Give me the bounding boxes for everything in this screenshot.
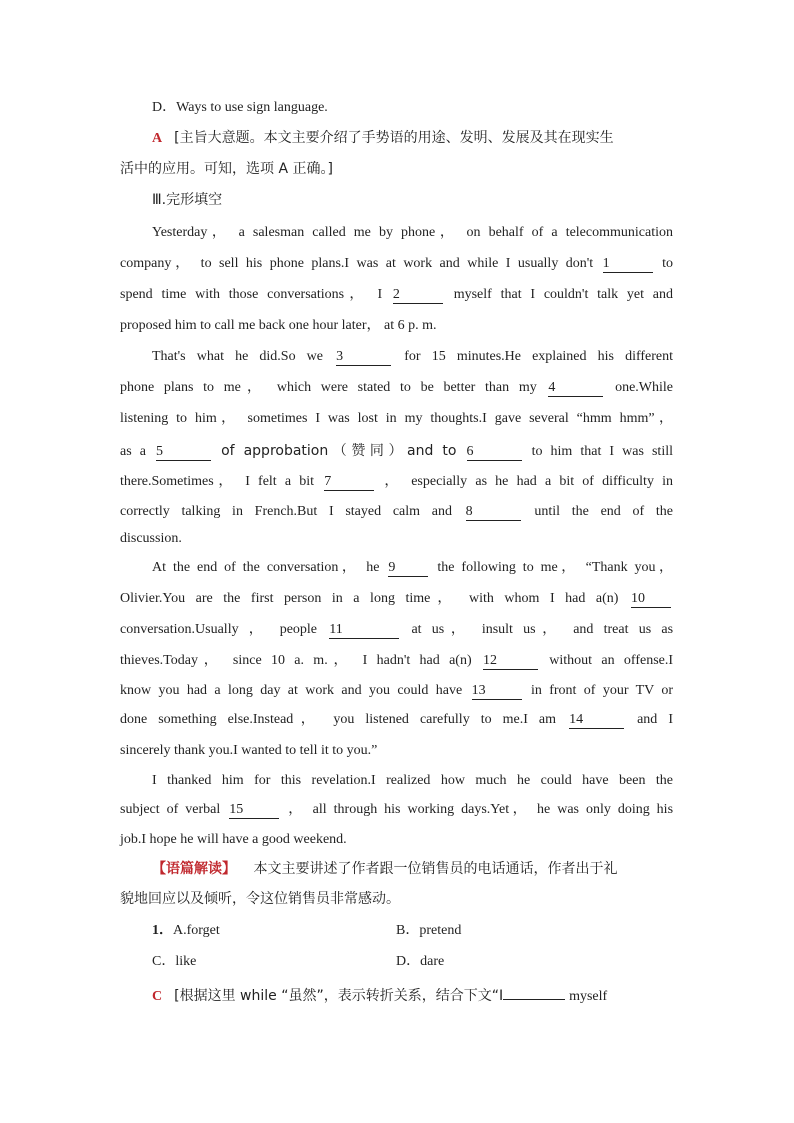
p1-line2 [120,255,673,273]
answer-c-text-a: [根据这里 while “虽然”，表示转折关系，结合下文“I [174,988,504,1004]
answer-letter-a: A [152,131,163,146]
answer-a-explanation-1: [主旨大意题。本文主要介绍了手势语的用途、发明、发展及其在现实生 [174,130,614,146]
blank-11: 11 [329,622,399,639]
blank-7: 7 [324,474,374,491]
blank-13: 13 [472,683,522,700]
p3-l2-text-a: Olivier.You are the first person in a long time， with whom I had a(n) [120,591,619,606]
p3-l5-text-b: in front of your TV or [530,683,674,698]
p1-l3-text-b: myself that I couldn't talk yet and [453,287,674,302]
analysis-text-1: 本文主要讲述了作者跟一位销售员的电话通话，作者出于礼 [253,861,618,877]
blank-12: 12 [483,653,538,670]
blank-10: 10 [631,591,671,608]
blank-8: 8 [466,504,521,521]
p3-l3-text-a: conversation.Usually ， people [120,622,318,637]
blank-6: 6 [467,444,522,461]
analysis-line1 [152,860,673,879]
p3-l4-text-a: thieves.Today， since 10 a. m.， I hadn't had a(n) [120,653,472,668]
p3-line2 [120,590,673,608]
section-title [152,191,705,210]
option-a-text: A.forget [173,923,220,938]
p3-line3 [120,621,673,639]
p3-l6-text-b: and I [637,712,673,727]
p2-l1-text-a: That's what he did.So we [152,349,324,364]
p2-line6 [120,503,673,521]
p4-l2-text-a: subject of verbal [120,802,221,817]
p4-line2 [120,801,673,819]
answer-c-text-b: myself [569,989,608,1004]
p1-l2-text-a: company， to sell his phone plans.I was at work and while I usually don't [120,256,594,271]
p3-line5 [120,682,673,700]
section-title-text: Ⅲ.完形填空 [152,192,223,208]
question-1-option-b: B．pretend [396,923,462,938]
answer-a-line2 [120,160,673,179]
p3-l6-text-a: done something else.Instead， you listened carefully to me.I am [120,712,557,727]
question-1-option-a [152,922,220,940]
p1-line4: proposed him to call me back one hour later， at 6 p. m. [120,318,437,333]
p3-l5-text-a: know you had a long day at work and you could have [120,683,463,698]
analysis-text-2: 貌地回应以及倾听，令这位销售员非常感动。 [120,891,400,907]
p3-line1 [152,559,673,577]
blank-3: 3 [336,349,391,366]
p2-l1-text-b: for 15 minutes.He explained his different [404,349,674,364]
answer-c-blank [503,985,565,1000]
p2-l2-text-a: phone plans to me， which were stated to be better than my [120,380,537,395]
p3-line4 [120,652,673,670]
blank-2: 2 [393,287,443,304]
answer-c-line [152,985,673,1006]
answer-a-line1 [152,129,673,148]
question-1-option-d: D．dare [396,954,445,969]
p2-l2-text-b: one.While [615,380,674,395]
p3-l1-text-b: the following to me， “Thank you， [437,560,673,575]
p2-l6-text-a: correctly talking in French.But I stayed calm and [120,504,452,519]
question-1-number: 1． [152,923,173,938]
p1-l2-text-b: to [662,256,673,271]
blank-15: 15 [229,802,279,819]
p2-line1 [152,348,673,366]
p2-line7: discussion. [120,531,182,546]
analysis-line2 [120,890,673,909]
p2-line3: listening to him， sometimes I was lost in my thoughts.I gave several “hmm hmm”， [120,411,673,426]
p1-line1: Yesterday， a salesman called me by phone， on behalf of a telecommunication [152,225,673,240]
answer-a-explanation-2: 活中的应用。可知，选项 A 正确。] [120,161,333,177]
p2-l5-text-a: there.Sometimes， I felt a bit [120,474,315,489]
blank-5: 5 [156,444,211,461]
p2-l4-text-c: to him that I was still [531,444,673,459]
p2-line5 [120,473,673,491]
blank-1: 1 [603,256,653,273]
p3-l4-text-b: without an offense.I [549,653,674,668]
p3-line6 [120,711,673,729]
answer-letter-c: C [152,989,163,1004]
p3-line7: sincerely thank you.I wanted to tell it to you.” [120,743,378,758]
question-1-option-c: C．like [152,954,197,969]
blank-14: 14 [569,712,624,729]
p2-line4 [120,442,673,461]
analysis-label: 【语篇解读】 [152,861,236,877]
p2-l6-text-b: until the end of the [534,504,673,519]
p2-l4-text-b: of approbation（赞同）and to [221,443,457,459]
p4-line3: job.I hope he will have a good weekend. [120,832,347,847]
p3-l3-text-b: at us， insult us， and treat us as [411,622,674,637]
p3-l1-text-a: At the end of the conversation， he [152,560,380,575]
p1-line3 [120,286,673,304]
blank-4: 4 [548,380,603,397]
p2-line2 [120,379,673,397]
p2-l5-text-b: ， especially as he had a bit of difficulty in [384,474,674,489]
blank-9: 9 [388,560,428,577]
p2-l4-text-a: as a [120,444,146,459]
p4-l2-text-b: ， all through his working days.Yet， he was only doing his [288,802,674,817]
p1-l3-text-a: spend time with those conversations， I [120,287,383,302]
option-d-previous: D．Ways to use sign language. [152,100,328,115]
p4-line1: I thanked him for this revelation.I realized how much he could have been the [152,773,673,788]
